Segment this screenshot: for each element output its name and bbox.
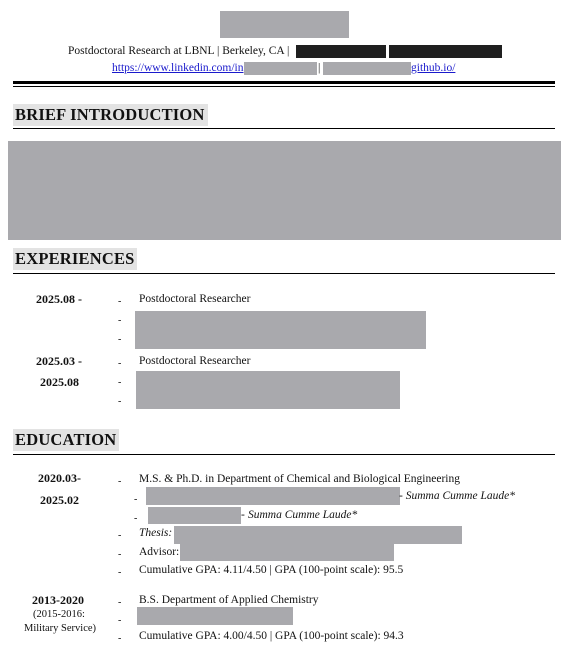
bullet: -	[118, 567, 122, 578]
bullet: -	[118, 296, 122, 307]
education-2-military-note-1: (2015-2016:	[33, 609, 85, 620]
experience-2-title: Postdoctoral Researcher	[139, 355, 251, 367]
redacted-education-1-honor1	[146, 487, 400, 505]
link-separator: |	[318, 62, 321, 74]
bullet: -	[118, 334, 122, 345]
header-rule	[13, 81, 555, 84]
section-experiences-rule	[13, 273, 555, 274]
bullet: -	[118, 633, 122, 644]
bullet: -	[134, 513, 138, 524]
bullet: -	[118, 377, 122, 388]
section-experiences-title: EXPERIENCES	[15, 249, 135, 268]
education-2-military-note-2: Military Service)	[24, 623, 97, 634]
redacted-name	[220, 11, 349, 38]
redacted-experience-2-details	[136, 371, 400, 409]
experience-2-date-end: 2025.08	[40, 375, 79, 389]
bullet: -	[118, 476, 122, 487]
section-education-rule	[13, 454, 555, 455]
redacted-phone	[296, 45, 386, 58]
experience-1-title: Postdoctoral Researcher	[139, 293, 251, 305]
bullet: -	[118, 396, 122, 407]
redacted-experience-1-details	[135, 311, 426, 349]
redacted-education-1-thesis	[174, 526, 462, 544]
redacted-education-1-advisor	[180, 544, 394, 561]
redacted-linkedin-id	[244, 62, 317, 75]
bullet: -	[118, 315, 122, 326]
redacted-education-2-details	[137, 607, 293, 625]
education-2-gpa: Cumulative GPA: 4.00/4.50 | GPA (100-point scale): 94.3	[139, 630, 404, 642]
bullet: -	[118, 358, 122, 369]
experience-2-date-start: 2025.03 -	[36, 354, 82, 368]
bullet: -	[134, 494, 138, 505]
section-brief-intro-title: BRIEF INTRODUCTION	[15, 105, 205, 124]
education-1-honor1: - Summa Cumme Laude*	[399, 490, 515, 502]
education-1-date-end: 2025.02	[40, 493, 79, 507]
education-1-degree: M.S. & Ph.D. in Department of Chemical and Biological Engineering	[139, 473, 460, 485]
education-1-honor2-dash: -	[241, 509, 245, 521]
education-2-degree: B.S. Department of Applied Chemistry	[139, 594, 319, 606]
redacted-github-user	[323, 62, 411, 75]
education-1-gpa: Cumulative GPA: 4.11/4.50 | GPA (100-point scale): 95.5	[139, 564, 404, 576]
bullet: -	[118, 615, 122, 626]
education-2-date: 2013-2020	[32, 593, 84, 607]
education-1-honor2: Summa Cumme Laude*	[248, 509, 358, 521]
experience-1-date: 2025.08 -	[36, 292, 82, 306]
education-1-thesis-label: Thesis:	[139, 527, 173, 539]
header-rule-secondary	[13, 86, 555, 87]
bullet: -	[118, 597, 122, 608]
bullet: -	[118, 549, 122, 560]
section-brief-intro-rule	[13, 128, 555, 129]
redacted-email	[389, 45, 502, 58]
github-link[interactable]: github.io/	[411, 62, 456, 74]
education-1-date-start: 2020.03-	[38, 471, 81, 485]
linkedin-link[interactable]: https://www.linkedin.com/in	[112, 62, 244, 74]
education-1-advisor-label: Advisor:	[139, 546, 180, 558]
bullet: -	[118, 530, 122, 541]
redacted-introduction	[8, 141, 561, 240]
affiliation-text: Postdoctoral Research at LBNL | Berkeley, CA |	[68, 45, 290, 57]
section-education-title: EDUCATION	[15, 430, 117, 449]
redacted-education-1-honor2	[148, 507, 241, 524]
